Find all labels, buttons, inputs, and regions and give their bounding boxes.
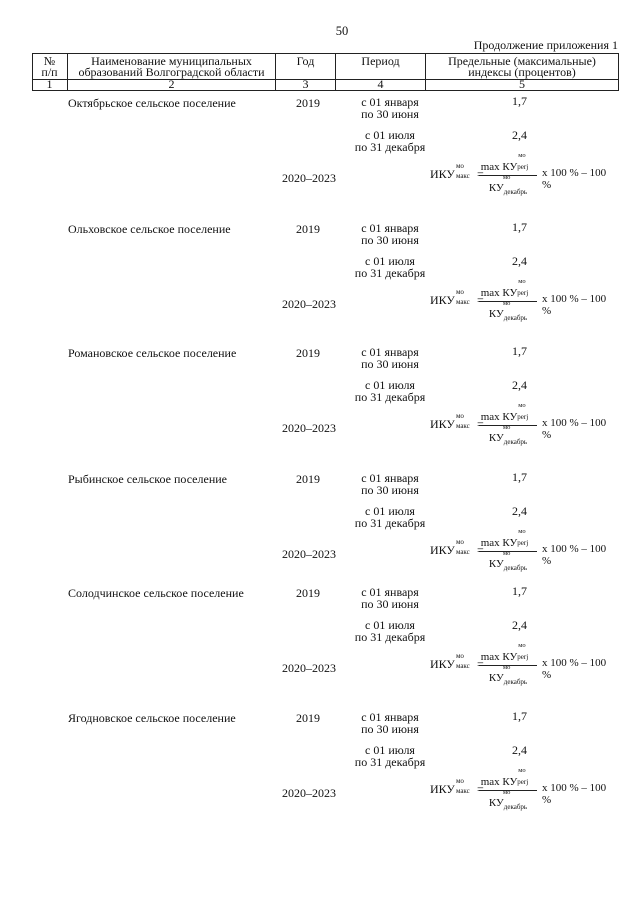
formula-lhs: [430, 652, 484, 672]
row-value-2: 2,4: [512, 743, 527, 757]
row-value-2: 2,4: [512, 254, 527, 268]
formula-denominator: [477, 789, 539, 811]
header-col-number: № п/п: [41, 54, 58, 79]
row-period-2: с 01 июля по 31 декабря: [354, 743, 426, 769]
formula-tail: x 100 % – 100 %: [542, 417, 607, 441]
row-year-range: 2020–2023: [282, 661, 336, 675]
formula-numerator: [477, 152, 539, 173]
formula-num-text: max КУ: [480, 651, 518, 663]
formula-lhs-sub: макс: [455, 787, 470, 795]
row-value-2: 2,4: [512, 618, 527, 632]
header-right-rule: [618, 53, 619, 90]
formula-lhs-text: ИКУ: [430, 657, 455, 671]
formula-lhs: [430, 412, 484, 432]
formula-lhs-text: ИКУ: [430, 782, 455, 796]
header-num-3: 3: [302, 77, 309, 91]
row-name: Солодчинское сельское поселение: [68, 586, 244, 600]
row-value-1: 1,7: [512, 470, 527, 484]
index-formula: [430, 642, 618, 686]
row-year-2019: 2019: [296, 586, 320, 600]
formula-tail: x 100 % – 100 %: [542, 167, 607, 191]
index-formula: [430, 767, 618, 811]
row-period-2: с 01 июля по 31 декабря: [354, 618, 426, 644]
formula-numerator: [477, 528, 539, 549]
row-year-range: 2020–2023: [282, 171, 336, 185]
formula-tail: x 100 % – 100 %: [542, 293, 607, 317]
formula-lhs-sup: мо: [455, 162, 464, 170]
formula-lhs-sup: мо: [455, 777, 464, 785]
formula-lhs-text: ИКУ: [430, 293, 455, 307]
row-year-range: 2020–2023: [282, 547, 336, 561]
formula-den-sub: декабрь: [503, 314, 528, 322]
formula-denominator: [477, 424, 539, 446]
formula-lhs-sub: макс: [455, 172, 470, 180]
row-year-range: 2020–2023: [282, 297, 336, 311]
formula-lhs: [430, 288, 484, 308]
row-period-2: с 01 июля по 31 декабря: [354, 254, 426, 280]
formula-den-sub: декабрь: [503, 678, 528, 686]
formula-lhs-sup: мо: [455, 538, 464, 546]
formula-den-sub: декабрь: [503, 803, 528, 811]
index-formula: [430, 402, 618, 446]
formula-num-text: max КУ: [480, 537, 518, 549]
formula-num-text: max КУ: [480, 411, 518, 423]
formula-num-sup: мо: [518, 767, 526, 774]
formula-lhs-sup: мо: [455, 412, 464, 420]
row-value-1: 1,7: [512, 220, 527, 234]
row-period-1: с 01 января по 30 июня: [361, 585, 419, 611]
formula-num-sub: perj: [517, 413, 529, 421]
formula-equals: =: [476, 167, 484, 181]
table-header: [32, 53, 619, 91]
formula-den-sup: мо: [503, 664, 511, 671]
formula-tail: x 100 % – 100 %: [542, 543, 607, 567]
formula-denominator: [477, 300, 539, 322]
row-name: Романовское сельское поселение: [68, 346, 237, 360]
row-name: Рыбинское сельское поселение: [68, 472, 227, 486]
formula-den-text: КУ: [488, 558, 504, 570]
row-period-2: с 01 июля по 31 декабря: [354, 378, 426, 404]
formula-tail: x 100 % – 100 %: [542, 782, 607, 806]
row-name: Ольховское сельское поселение: [68, 222, 231, 236]
row-value-2: 2,4: [512, 128, 527, 142]
formula-num-text: max КУ: [480, 287, 518, 299]
formula-lhs: [430, 777, 484, 797]
formula-equals: =: [476, 657, 484, 671]
formula-lhs-text: ИКУ: [430, 167, 455, 181]
formula-denominator: [477, 664, 539, 686]
header-bottom-rule: [32, 90, 619, 91]
row-name: Октябрьское сельское поселение: [68, 96, 236, 110]
formula-numerator: [477, 767, 539, 788]
formula-numerator: [477, 642, 539, 663]
formula-lhs-sub: макс: [455, 662, 470, 670]
formula-num-text: max КУ: [480, 161, 518, 173]
row-period-1: с 01 января по 30 июня: [361, 95, 419, 121]
formula-num-sup: мо: [518, 152, 526, 159]
continuation-note: Продолжение приложения 1: [473, 38, 618, 52]
row-value-1: 1,7: [512, 709, 527, 723]
row-period-1: с 01 января по 30 июня: [361, 221, 419, 247]
formula-den-sup: мо: [503, 789, 511, 796]
formula-den-sub: декабрь: [503, 438, 528, 446]
formula-den-sub: декабрь: [503, 564, 528, 572]
formula-den-text: КУ: [488, 672, 504, 684]
row-value-1: 1,7: [512, 344, 527, 358]
formula-num-sup: мо: [518, 528, 526, 535]
row-year-2019: 2019: [296, 96, 320, 110]
index-formula: [430, 152, 618, 196]
row-period-1: с 01 января по 30 июня: [361, 345, 419, 371]
formula-lhs-sub: макс: [455, 422, 470, 430]
formula-numerator: [477, 278, 539, 299]
index-formula: [430, 278, 618, 322]
formula-lhs-text: ИКУ: [430, 543, 455, 557]
formula-den-text: КУ: [488, 308, 504, 320]
row-year-2019: 2019: [296, 711, 320, 725]
formula-lhs: [430, 162, 484, 182]
formula-den-sup: мо: [503, 424, 511, 431]
row-year-range: 2020–2023: [282, 786, 336, 800]
formula-num-sup: мо: [518, 278, 526, 285]
header-num-5: 5: [519, 77, 525, 91]
row-period-1: с 01 января по 30 июня: [361, 710, 419, 736]
formula-den-sup: мо: [503, 300, 511, 307]
row-value-1: 1,7: [512, 584, 527, 598]
formula-den-text: КУ: [488, 797, 504, 809]
row-value-2: 2,4: [512, 504, 527, 518]
formula-equals: =: [476, 417, 484, 431]
formula-denominator: [477, 550, 539, 572]
header-col-period: Период: [361, 54, 400, 68]
formula-lhs-sup: мо: [455, 288, 464, 296]
row-value-2: 2,4: [512, 378, 527, 392]
header-num-2: 2: [168, 77, 175, 91]
header-col-index: Предельные (максимальные) индексы (процентов): [448, 54, 596, 79]
row-period-1: с 01 января по 30 июня: [361, 471, 419, 497]
formula-lhs-sub: макс: [455, 298, 470, 306]
formula-den-sup: мо: [503, 550, 511, 557]
header-num-1: 1: [46, 77, 53, 91]
formula-equals: =: [476, 782, 484, 796]
row-name: Ягодновское сельское поселение: [68, 711, 236, 725]
formula-num-sup: мо: [518, 642, 526, 649]
row-value-1: 1,7: [512, 94, 527, 108]
formula-equals: =: [476, 543, 484, 557]
formula-lhs-sub: макс: [455, 548, 470, 556]
row-year-2019: 2019: [296, 222, 320, 236]
row-period-2: с 01 июля по 31 декабря: [354, 504, 426, 530]
formula-lhs-sup: мо: [455, 652, 464, 660]
header-col-year: Год: [296, 54, 315, 68]
row-year-2019: 2019: [296, 346, 320, 360]
formula-num-sub: perj: [517, 289, 529, 297]
page-number: 50: [335, 24, 349, 38]
formula-tail: x 100 % – 100 %: [542, 657, 607, 681]
formula-lhs-text: ИКУ: [430, 417, 455, 431]
formula-num-sup: мо: [518, 402, 526, 409]
header-num-4: 4: [377, 77, 384, 91]
formula-num-sub: perj: [517, 539, 529, 547]
formula-den-sup: мо: [503, 174, 511, 181]
formula-den-text: КУ: [488, 182, 504, 194]
header-col-name: Наименование муниципальных образований Волгоградской области: [78, 54, 265, 79]
formula-num-text: max КУ: [480, 776, 518, 788]
index-formula: [430, 528, 618, 572]
row-year-range: 2020–2023: [282, 421, 336, 435]
formula-numerator: [477, 402, 539, 423]
formula-num-sub: perj: [517, 653, 529, 661]
formula-den-sub: декабрь: [503, 188, 528, 196]
row-year-2019: 2019: [296, 472, 320, 486]
formula-den-text: КУ: [488, 432, 504, 444]
formula-num-sub: perj: [517, 778, 529, 786]
formula-denominator: [477, 174, 539, 196]
formula-equals: =: [476, 293, 484, 307]
formula-lhs: [430, 538, 484, 558]
row-period-2: с 01 июля по 31 декабря: [354, 128, 426, 154]
formula-num-sub: perj: [517, 163, 529, 171]
